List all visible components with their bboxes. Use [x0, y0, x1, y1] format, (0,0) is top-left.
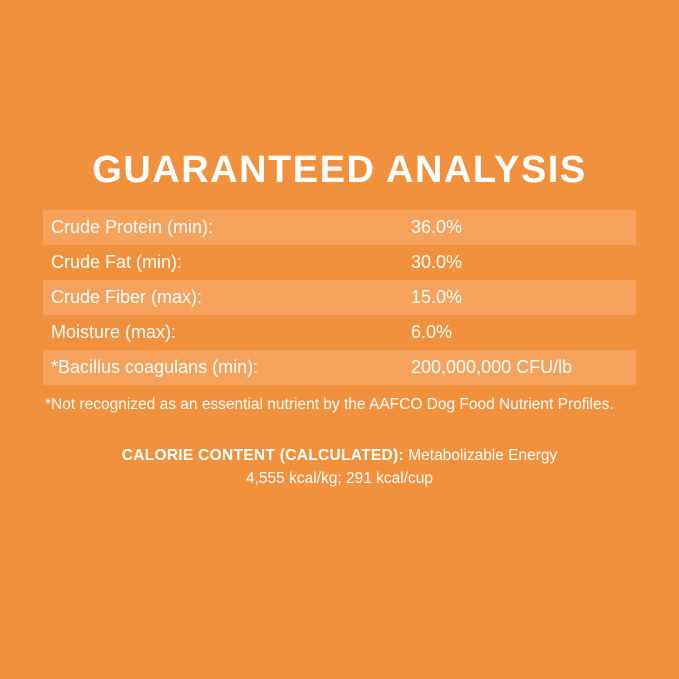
- calorie-content-block: [43, 444, 636, 491]
- table-row: [43, 350, 636, 385]
- table-row: [43, 315, 636, 350]
- calorie-heading-value: Metabolizable Energy: [403, 446, 558, 464]
- guaranteed-analysis-table: [43, 210, 636, 385]
- table-row: [43, 245, 636, 280]
- calorie-sub: 4,555 kcal/kg; 291 kcal/cup: [246, 469, 433, 487]
- nutrient-label: Moisture (max):: [51, 321, 177, 342]
- nutrient-value: 200,000,000 CFU/lb: [411, 356, 573, 377]
- nutrient-value: 30.0%: [411, 251, 463, 272]
- nutrient-value: 6.0%: [411, 321, 453, 342]
- nutrient-value: 15.0%: [411, 286, 463, 307]
- page-title: GUARANTEED ANALYSIS: [92, 149, 587, 191]
- table-row: [43, 280, 636, 315]
- table-row: [43, 210, 636, 245]
- calorie-heading: CALORIE CONTENT (CALCULATED):: [121, 446, 404, 464]
- guaranteed-analysis-panel: [43, 150, 636, 490]
- nutrient-label: Crude Protein (min):: [51, 216, 214, 237]
- nutrient-label: Crude Fat (min):: [51, 251, 183, 272]
- nutrient-label: *Bacillus coagulans (min):: [51, 356, 259, 377]
- nutrient-label: Crude Fiber (max):: [51, 286, 203, 307]
- calorie-heading-line: [43, 444, 636, 467]
- footnote: *Not recognized as an essential nutrient by the AAFCO Dog Food Nutrient Profiles.: [45, 395, 614, 413]
- nutrient-value: 36.0%: [411, 216, 463, 237]
